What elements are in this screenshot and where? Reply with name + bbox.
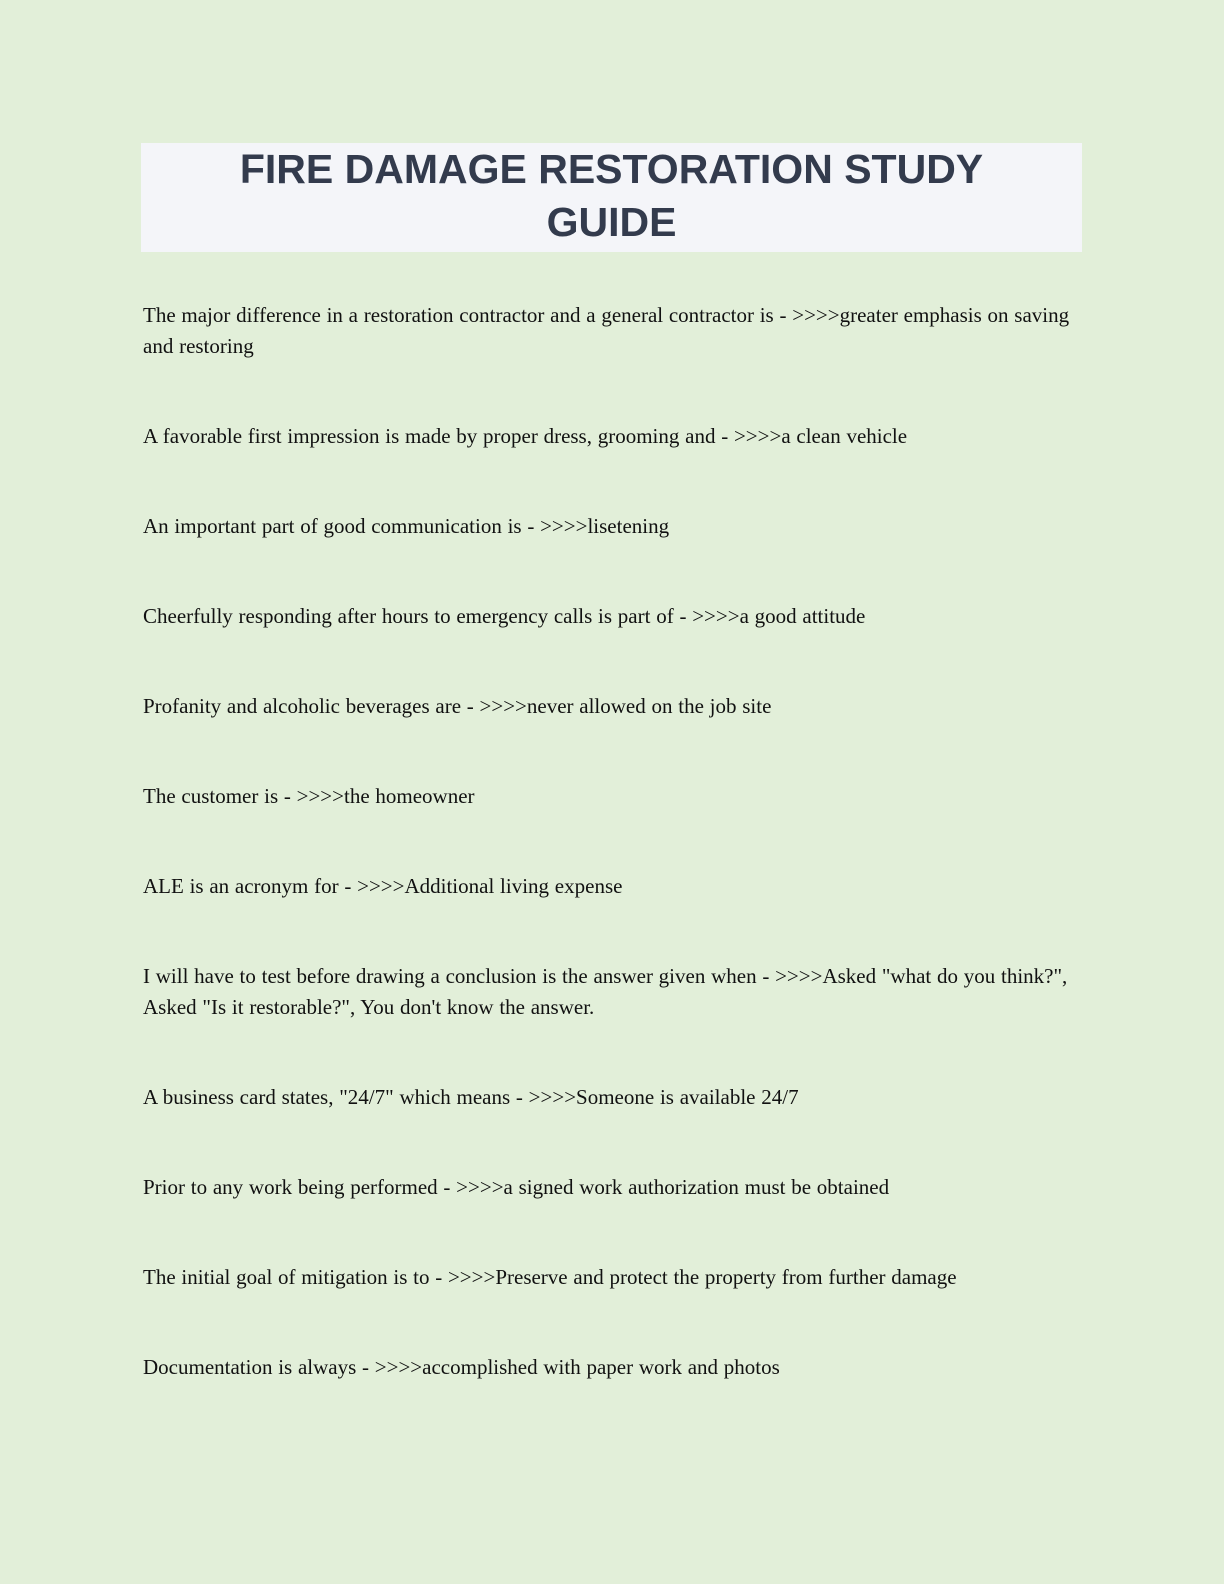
qa-item-10: Prior to any work being performed - >>>>a signed work authorization must be obtained (143, 1174, 890, 1199)
qa-item-7: ALE is an acronym for - >>>>Additional living expense (143, 873, 623, 898)
qa-item-6: The customer is - >>>>the homeowner (143, 783, 475, 808)
title-banner (141, 143, 1082, 252)
qa-item-3: An important part of good communication is - >>>>lisetening (143, 513, 670, 538)
qa-item-8: I will have to test before drawing a conclusion is the answer given when - >>>>Asked "what do you think?", Asked "Is it restorable?", You don't know the answer. (143, 963, 1068, 1019)
qa-item-11: The initial goal of mitigation is to - >>>>Preserve and protect the property from further damage (143, 1264, 957, 1289)
qa-item-12: Documentation is always - >>>>accomplished with paper work and photos (143, 1354, 780, 1379)
qa-item-5: Profanity and alcoholic beverages are - >>>>never allowed on the job site (143, 693, 772, 718)
qa-item-2: A favorable first impression is made by proper dress, grooming and - >>>>a clean vehicle (143, 423, 908, 448)
qa-item-4: Cheerfully responding after hours to emergency calls is part of - >>>>a good attitude (143, 603, 866, 628)
page-title: FIRE DAMAGE RESTORATION STUDY GUIDE (239, 146, 984, 246)
qa-item-1: The major difference in a restoration contractor and a general contractor is - >>>>greater emphasis on saving and restoring (143, 302, 1070, 358)
study-guide-content (143, 300, 1088, 1383)
qa-item-9: A business card states, "24/7" which means - >>>>Someone is available 24/7 (143, 1084, 799, 1109)
